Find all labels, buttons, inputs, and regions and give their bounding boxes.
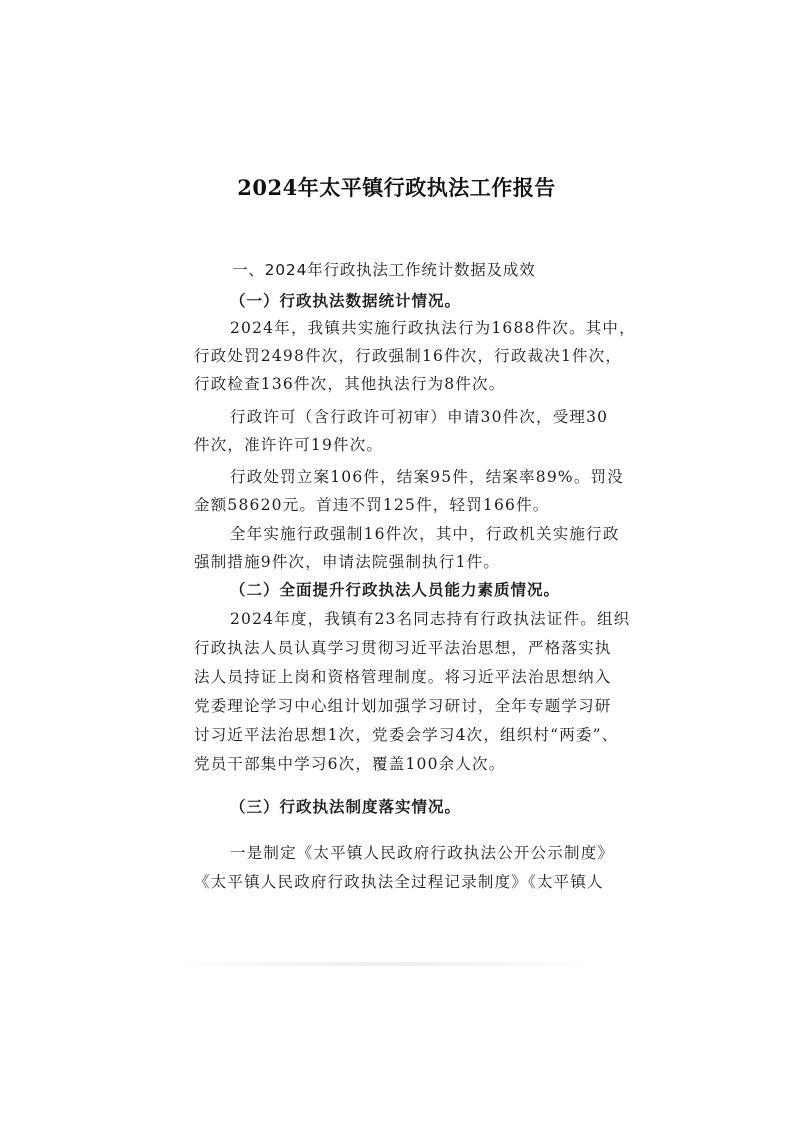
paragraph-3-line-2: 金额58620元。首违不罚125件，轻罚166件。	[194, 496, 550, 514]
paragraph-6-line-1: 一是制定《太平镇人民政府行政执法公开公示制度》	[230, 844, 615, 862]
subsection-heading-3: （三）行政执法制度落实情况。	[230, 798, 462, 816]
subsection-heading-1: （一）行政执法数据统计情况。	[230, 292, 462, 310]
paragraph-1-line-1: 2024年，我镇共实施行政执法行为1688件次。其中，	[230, 319, 636, 337]
paragraph-5-line-2: 行政执法人员认真学习贯彻习近平法治思想，严格落实执	[194, 639, 612, 657]
paragraph-6-line-2: 《太平镇人民政府行政执法全过程记录制度》《太平镇人	[194, 873, 604, 891]
paragraph-2-line-1: 行政许可（含行政许可初审）申请30件次，受理30	[230, 408, 609, 426]
paragraph-2-line-2: 件次，准许许可19件次。	[194, 436, 384, 454]
paragraph-5-line-6: 党员干部集中学习6次，覆盖100余人次。	[194, 755, 506, 773]
subsection-heading-2: （二）全面提升行政执法人员能力素质情况。	[230, 581, 561, 599]
paragraph-5-line-4: 党委理论学习中心组计划加强学习研讨，全年专题学习研	[194, 697, 612, 715]
paragraph-3-line-1: 行政处罚立案106件，结案95件，结案率89%。罚没	[230, 468, 624, 486]
paragraph-5-line-3: 法人员持证上岗和资格管理制度。将习近平法治思想纳入	[194, 668, 612, 686]
paragraph-4-line-2: 强制措施9件次，申请法院强制执行1件。	[194, 553, 501, 571]
scan-edge-shadow	[170, 962, 600, 966]
section-heading-1: 一、2024年行政执法工作统计数据及成效	[232, 261, 536, 279]
paragraph-5-line-5: 讨习近平法治思想1次，党委会学习4次，组织村“两委”、	[194, 726, 619, 744]
document-title: 2024年太平镇行政执法工作报告	[237, 175, 556, 200]
paragraph-5-line-1: 2024年度，我镇有23名同志持有行政执法证件。组织	[230, 610, 631, 628]
paragraph-4-line-1: 全年实施行政强制16件次，其中，行政机关实施行政	[230, 525, 620, 543]
paragraph-1-line-2: 行政处罚2498件次，行政强制16件次，行政裁决1件次，	[194, 347, 623, 365]
paragraph-1-line-3: 行政检查136件次，其他执法行为8件次。	[194, 375, 506, 393]
